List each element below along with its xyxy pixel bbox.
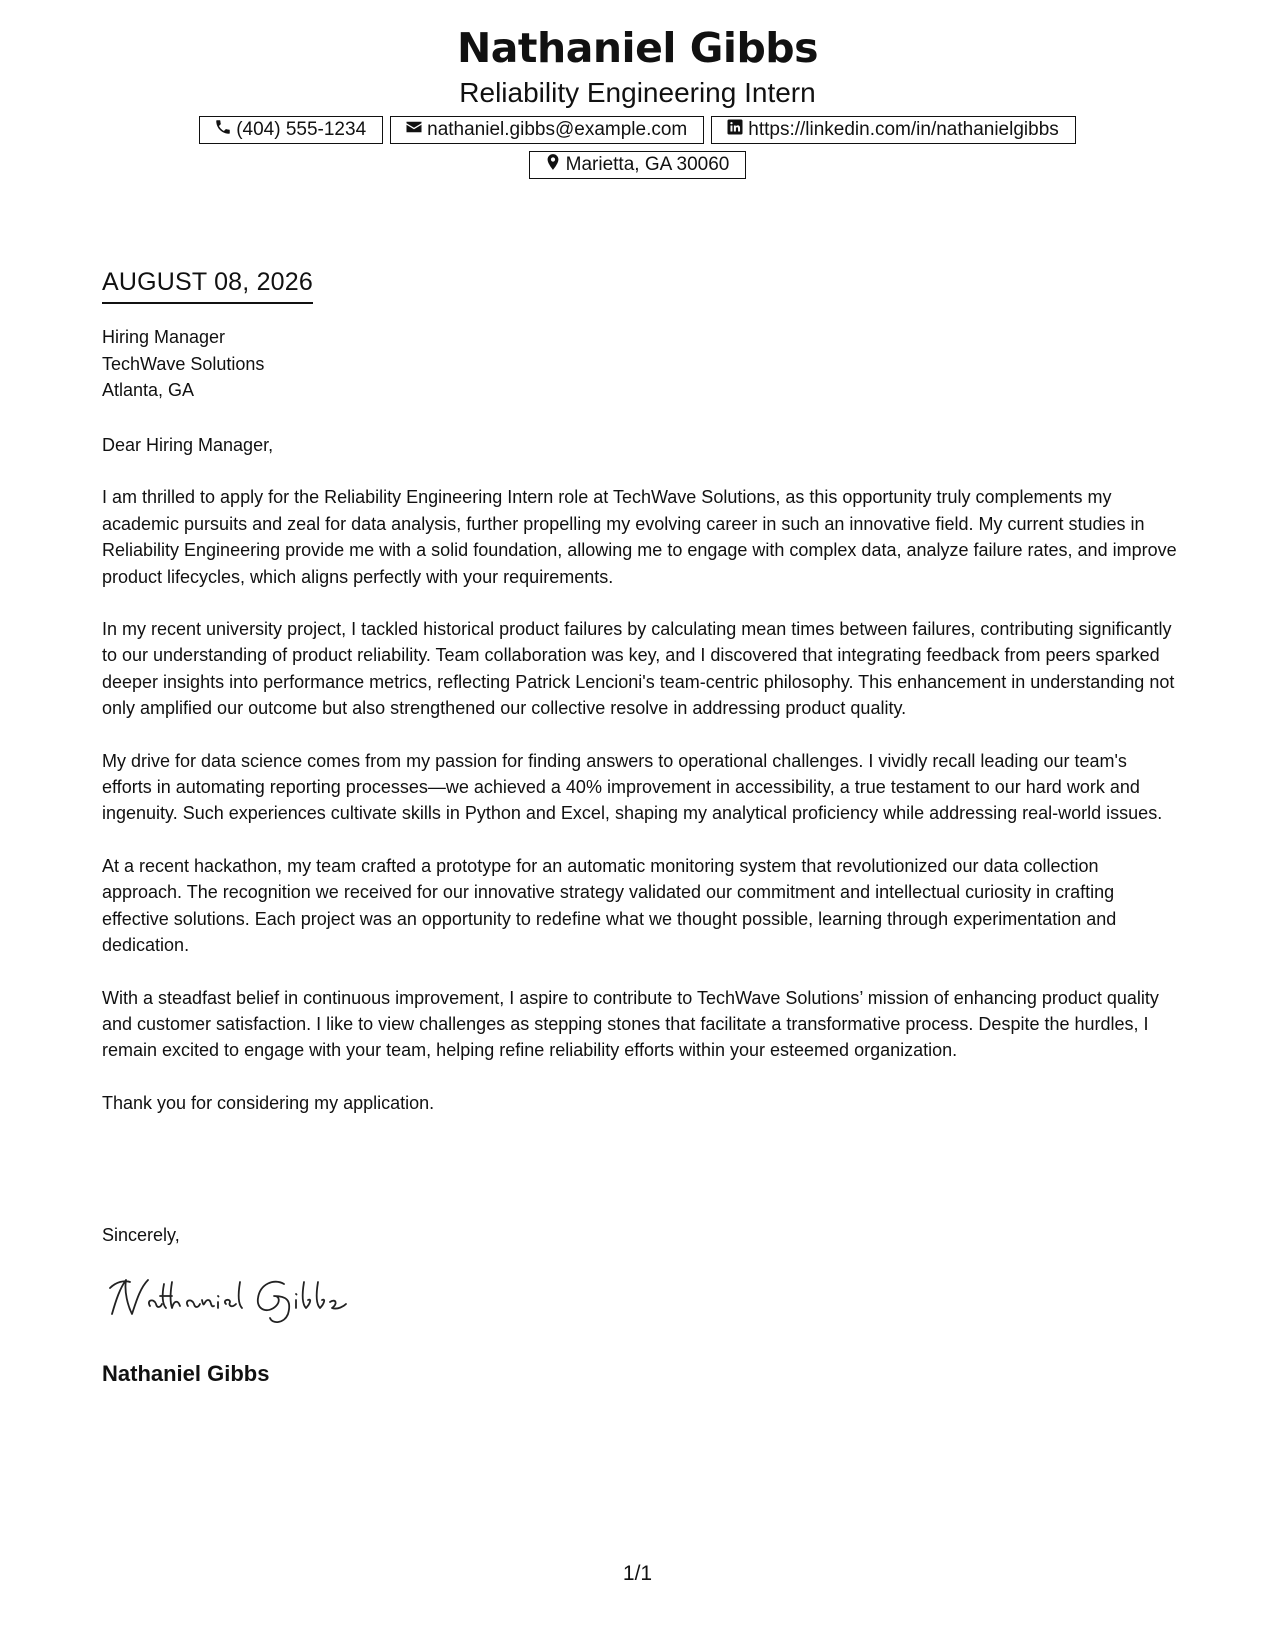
thank-you-line: Thank you for considering my application. [102,1092,435,1113]
letter-header [0,20,1275,179]
job-title: Reliability Engineering Intern [459,77,816,108]
contact-row-2 [0,151,1275,179]
linkedin-icon [726,118,748,142]
body-paragraph: In my recent university project, I tackled historical product failures by calculating mean times between failures, contributing significantly to our understanding of product reliability. Team collaboration was key, and I discovered that integrating feedback from peers sparked deeper insights into performance metrics, reflecting Patrick Lencioni's team-centric philosophy. This enhancement in understanding not only amplified our outcome but also strengthened our collective resolve in addressing product quality. [102,619,1175,719]
handwritten-signature [106,1270,366,1330]
letter-body [102,432,1177,1142]
contact-row [0,116,1275,144]
body-paragraph: I am thrilled to apply for the Reliability Engineering Intern role at TechWave Solutions, as this opportunity truly complements my academic pursuits and zeal for data analysis, further propelling my evolving career in such an innovative field. My current studies in Reliability Engineering provide me with a solid foundation, allowing me to engage with complex data, analyze failure rates, and improve product lifecycles, which aligns perfectly with your requirements. [102,487,1177,587]
recipient-company: TechWave Solutions [102,353,265,374]
body-paragraph: At a recent hackathon, my team crafted a prototype for an automatic monitoring system that revolutionized our data collection approach. The recognition we received for our innovative strategy validated our commitment and intellectual curiosity in crafting effective solutions. Each project was an opportunity to redefine what we thought possible, learning through experimentation and dedication. [102,855,1117,956]
linkedin-text: https://linkedin.com/in/nathanielgibbs [748,119,1059,140]
location-text: Marietta, GA 30060 [565,154,730,175]
applicant-name: Nathaniel Gibbs [456,24,819,72]
phone-icon [214,118,236,142]
envelope-icon [405,118,427,142]
map-marker-icon [544,153,566,177]
location-chip[interactable] [529,151,747,179]
recipient-block [102,324,264,404]
closing: Sincerely, [102,1225,180,1245]
recipient-title: Hiring Manager [102,327,226,347]
salutation: Dear Hiring Manager, [102,435,274,455]
page-number: 1/1 [622,1562,653,1585]
linkedin-chip[interactable] [711,116,1076,144]
email-text: nathaniel.gibbs@example.com [427,119,688,140]
body-paragraph: My drive for data science comes from my passion for finding answers to operational challenges. I vividly recall leading our team's efforts in automating reporting processes—we achieved a 40% improvement in accessibility, a true testament to our hard work and ingenuity. Such experiences cultivate skills in Python and Excel, shaping my analytical proficiency while addressing real-world issues. [102,750,1163,824]
signer-name: Nathaniel Gibbs [102,1361,270,1386]
letter-date: AUGUST 08, 2026 [102,266,313,304]
phone-text: (404) 555-1234 [236,119,367,140]
recipient-location: Atlanta, GA [102,380,195,400]
email-chip[interactable] [390,116,704,144]
phone-chip[interactable] [199,116,383,144]
body-paragraph: With a steadfast belief in continuous improvement, I aspire to contribute to TechWave Solutions’ mission of enhancing product quality and customer satisfaction. I like to view challenges as stepping stones that facilitate a transformative process. Despite the hurdles, I remain excited to engage with your team, helping refine reliability efforts within your esteemed organization. [102,987,1159,1061]
